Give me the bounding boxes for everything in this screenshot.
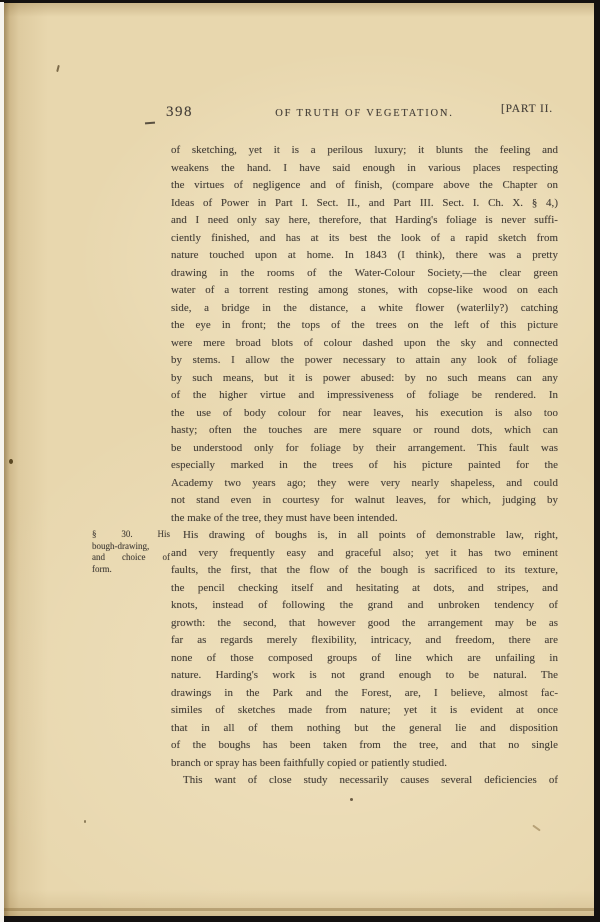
text-line: the eye in front; the tops of the trees on the left of this picture (171, 319, 558, 331)
text-line: ciently finished, and has at its best the look of a rapid sketch from (171, 231, 558, 244)
text-line: side, a bridge in the distance, a white flower (waterlily?) catching (171, 301, 558, 314)
running-header-title: OF TRUTH OF VEGETATION. (275, 108, 454, 119)
text-line: weakens the hand. I have said enough in various places respecting (171, 161, 558, 174)
text-line: branch or spray has been faithfully copied or patiently studied. (171, 756, 447, 769)
text-line: knots, instead of following the grand and unbroken tendency of (171, 599, 558, 611)
margin-note-line: bough-drawing, (92, 540, 150, 551)
text-line: the virtues of negligence and of finish, (compare above the Chapter on (171, 179, 558, 191)
text-line: Academy two years ago; they were very nearly shapeless, and could (171, 476, 558, 489)
book-page (4, 3, 594, 916)
text-line: that in all of them nothing but the general lie and disposition (171, 721, 558, 734)
running-header-part: [PART II. (501, 103, 553, 115)
text-line: the pencil checking itself and hesitating at dots, and stripes, and (171, 581, 558, 594)
page-number: 398 (166, 104, 193, 120)
text-line: drawing in the rooms of the Water-Colour Society,—the clear green (171, 266, 558, 279)
pencil-dash-mark (145, 122, 155, 125)
text-line: growth: the second, that however good the arrangement may be as (171, 616, 558, 629)
text-line: none of those composed groups of line which are unfailing in (171, 651, 558, 664)
text-line: far as regards merely flexibility, intricacy, and freedom, there are (171, 634, 558, 646)
text-line: hasty; often the touches are mere square or round dots, which can (171, 424, 558, 436)
text-line: and I need only say here, therefore, that Harding's foliage is never suffi- (171, 214, 558, 226)
text-line: not stand even in courtesy for walnut leaves, for which, judging by (171, 494, 558, 506)
text-line: drawings in the Park and the Forest, are, I believe, almost fac- (171, 686, 558, 699)
text-line: nature. Harding's work is not grand enough to be natural. The (171, 669, 558, 681)
text-line: especially marked in the trees of his picture painted for the (171, 459, 558, 471)
paper-speck (350, 798, 353, 801)
page-bottom-edge (4, 908, 594, 911)
text-line: nature touched upon at home. In 1843 (I think), there was a pretty (171, 249, 558, 261)
margin-note-line: and choice of (92, 552, 170, 562)
margin-note-line: form. (92, 563, 112, 574)
text-line: by stems. I allow the power necessary to attain any look of foliage (171, 354, 558, 366)
scanner-bed-strip (0, 2, 4, 922)
text-line: His drawing of boughs is, in all points of demonstrable law, right, (183, 529, 558, 541)
text-line: of the boughs has been taken from the tree, and that no single (171, 739, 558, 751)
body-text (171, 142, 558, 790)
text-line: and very frequently easy and graceful also; yet it has two eminent (171, 546, 558, 559)
text-line: This want of close study necessarily causes several deficiencies of (183, 774, 558, 786)
text-line: were mere broad blots of colour dashed upon the sky and connected (171, 336, 558, 349)
text-line: Ideas of Power in Part I. Sect. II., and Part III. Sect. I. Ch. X. § 4,) (171, 196, 558, 209)
paper-speck (9, 459, 13, 464)
text-line: by such means, but it is power abused: by no such means can any (171, 371, 558, 384)
paper-speck (84, 820, 86, 823)
text-line: similes of sketches made from nature; yet it is evident at once (171, 704, 558, 716)
text-line: be understood only for foliage by their arrangement. This fault was (171, 441, 558, 454)
margin-note-line: § 30. His (92, 529, 170, 539)
text-line: of sketching, yet it is a perilous luxury; it blunts the feeling and (171, 144, 558, 156)
text-line: the use of body colour for near leaves, his execution is also too (171, 406, 558, 419)
margin-note-section-30 (92, 529, 170, 575)
text-line: of the higher virtue and impressiveness of foliage be rendered. In (171, 389, 558, 401)
text-line: water of a torrent resting among stones, with copse-like wood on each (171, 284, 558, 296)
text-line: the make of the tree, they must have been intended. (171, 511, 398, 524)
text-line: faults, the first, that the flow of the bough is sacrificed to its texture, (171, 564, 558, 576)
